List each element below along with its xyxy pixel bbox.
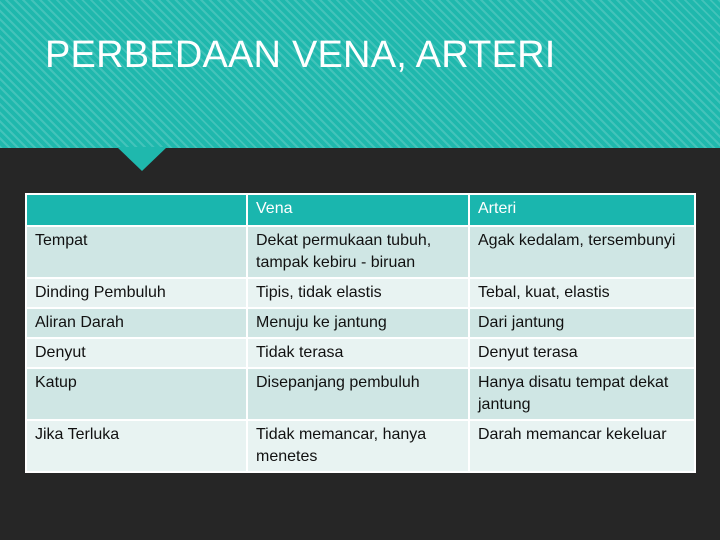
header-cell-vena: Vena: [247, 194, 469, 226]
arteri-cell: Tebal, kuat, elastis: [469, 278, 695, 308]
arteri-cell: Hanya disatu tempat dekat jantung: [469, 368, 695, 420]
vena-cell: Tidak memancar, hanya menetes: [247, 420, 469, 472]
slide-title: PERBEDAAN VENA, ARTERI: [45, 34, 556, 76]
row-label: Dinding Pembuluh: [26, 278, 247, 308]
row-label: Tempat: [26, 226, 247, 278]
vena-cell: Disepanjang pembuluh: [247, 368, 469, 420]
table-row: [26, 226, 695, 278]
row-label: Denyut: [26, 338, 247, 368]
vena-cell: Dekat permukaan tubuh, tampak kebiru - biruan: [247, 226, 469, 278]
vena-cell: Menuju ke jantung: [247, 308, 469, 338]
vena-cell: Tipis, tidak elastis: [247, 278, 469, 308]
row-label: Katup: [26, 368, 247, 420]
row-label: Jika Terluka: [26, 420, 247, 472]
arteri-cell: Denyut terasa: [469, 338, 695, 368]
header-cell-arteri: Arteri: [469, 194, 695, 226]
header-cell-empty: [26, 194, 247, 226]
comparison-table: [25, 193, 696, 473]
table-row: [26, 308, 695, 338]
table-row: [26, 278, 695, 308]
row-label: Aliran Darah: [26, 308, 247, 338]
arteri-cell: Agak kedalam, tersembunyi: [469, 226, 695, 278]
table-row: [26, 338, 695, 368]
table-row: [26, 368, 695, 420]
banner-notch: [117, 147, 167, 171]
vena-cell: Tidak terasa: [247, 338, 469, 368]
table-header-row: [26, 194, 695, 226]
table-row: [26, 420, 695, 472]
arteri-cell: Dari jantung: [469, 308, 695, 338]
arteri-cell: Darah memancar kekeluar: [469, 420, 695, 472]
